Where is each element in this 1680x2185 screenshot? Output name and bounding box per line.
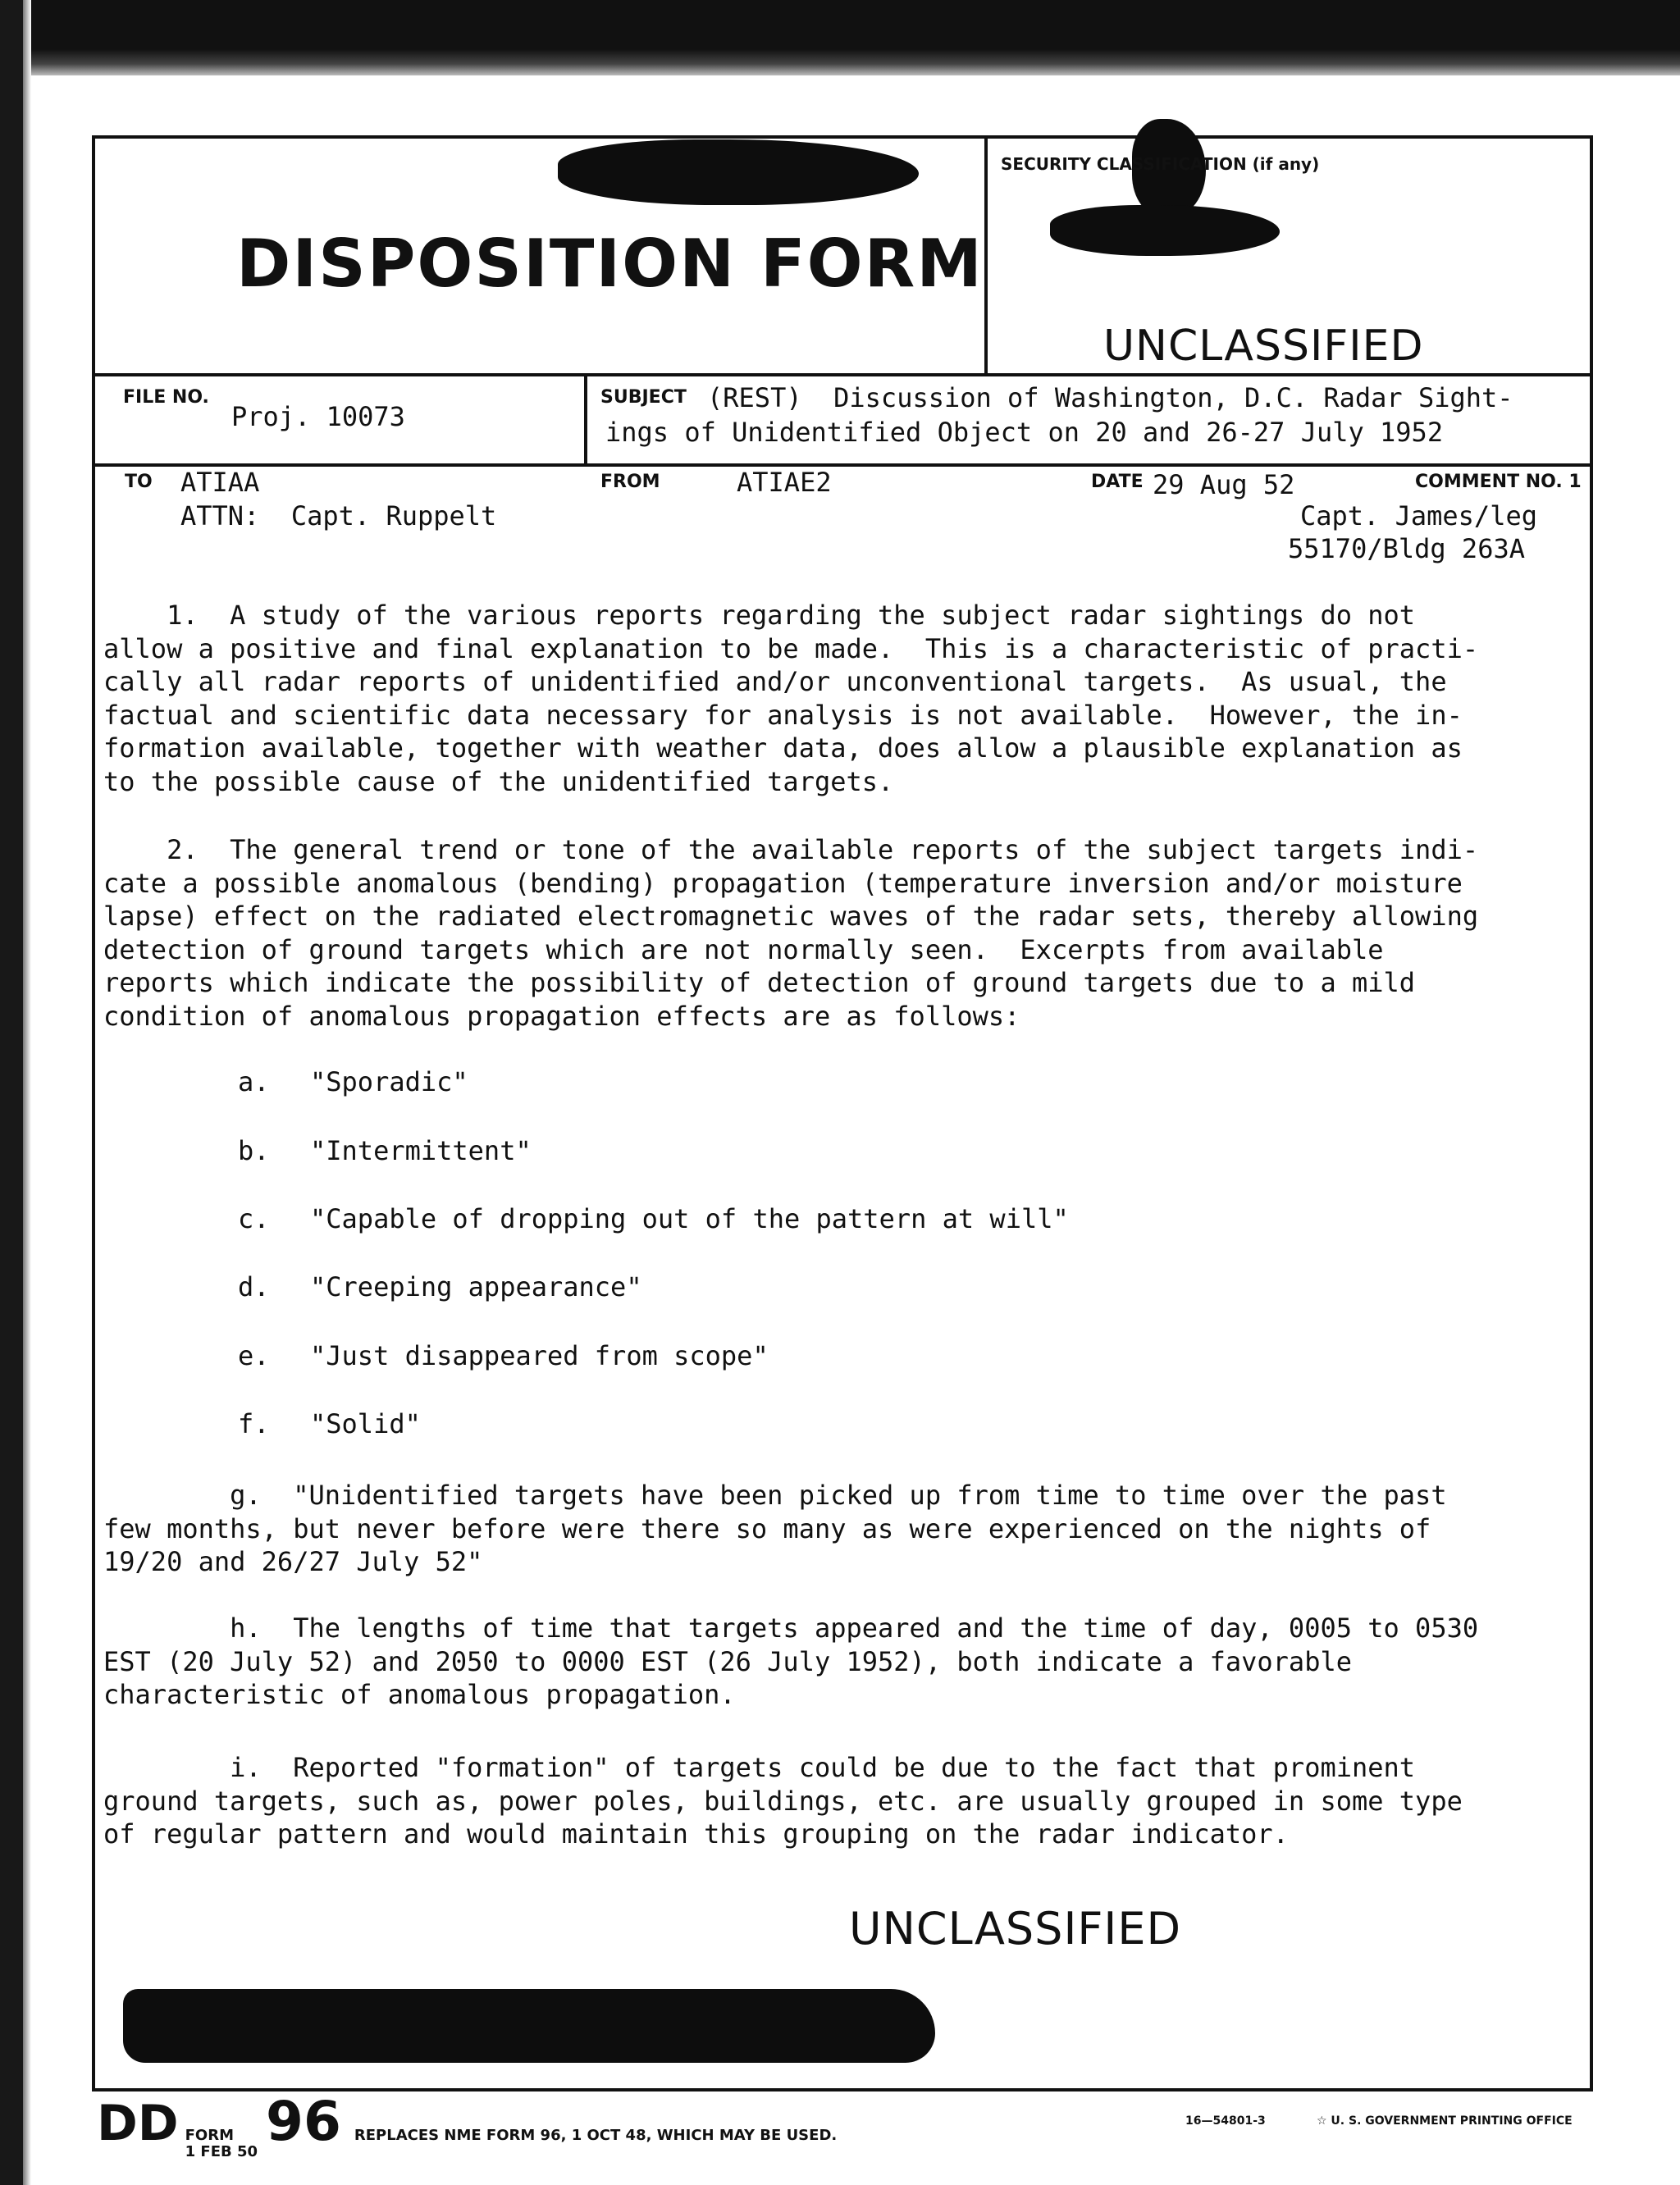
list-item-letter: d. <box>238 1271 270 1302</box>
form-date: 1 FEB 50 <box>185 2143 258 2160</box>
list-item-text: "Just disappeared from scope" <box>310 1340 769 1371</box>
to-value: ATIAA <box>180 467 260 498</box>
list-item-text: "Sporadic" <box>310 1066 468 1097</box>
list-item-letter: a. <box>238 1066 270 1097</box>
item-h: h. The lengths of time that targets appeared and the time of day, 0005 to 0530 EST (20 July 52) and 2050 to 0000 EST (26 July 1952), both indicate a favorable characteristic of anomalous propagation. <box>103 1613 1479 1710</box>
date-value: 29 Aug 52 <box>1153 469 1295 500</box>
classification-bottom: UNCLASSIFIED <box>849 1903 1182 1955</box>
redaction-mark <box>1050 205 1280 256</box>
header-bottom-rule <box>92 373 1593 376</box>
subject-line-2: ings of Unidentified Object on 20 and 26-27 July 1952 <box>605 417 1444 448</box>
redaction-mark <box>123 1989 935 2063</box>
form-word: FORM <box>185 2127 234 2144</box>
list-item <box>238 1066 468 1097</box>
form-title: DISPOSITION FORM <box>236 226 984 302</box>
list-item <box>238 1271 642 1302</box>
replaces-note: REPLACES NME FORM 96, 1 OCT 48, WHICH MAY BE USED. <box>354 2127 838 2144</box>
date-label: DATE <box>1091 472 1144 492</box>
list-item-letter: b. <box>238 1135 270 1166</box>
header-divider <box>984 135 988 373</box>
security-classification-label: SECURITY CLASSIFICATION (if any) <box>1001 154 1320 174</box>
paragraph-2: 2. The general trend or tone of the available reports of the subject targets indi- cate a possible anomalous (bending) propagation (temperature inversion and/or moisture lapse) effect on the radiated electromagnetic waves of the radar sets, thereby allowing detection of ground targets which are not normally seen. Excerpts from available reports which indicate the possibility of detection of ground targets due to a mild condition of anomalous propagation effects are as follows: <box>103 834 1479 1032</box>
subject-bottom-rule <box>92 463 1593 467</box>
list-item <box>238 1203 1069 1234</box>
scan-left-edge <box>0 0 23 2185</box>
to-label: TO <box>125 472 153 492</box>
dd-mark: DD <box>97 2095 179 2152</box>
subject-line-1: (REST) Discussion of Washington, D.C. Radar Sight- <box>707 382 1513 413</box>
from-label: FROM <box>600 472 660 492</box>
redaction-mark <box>558 139 919 205</box>
list-item-text: "Capable of dropping out of the pattern at will" <box>310 1203 1069 1234</box>
list-item-letter: f. <box>238 1408 270 1439</box>
attn-value: ATTN: Capt. Ruppelt <box>180 500 497 531</box>
from-value: ATIAE2 <box>737 467 832 498</box>
list-item-text: "Intermittent" <box>310 1135 532 1166</box>
signer-line-2: 55170/Bldg 263A <box>1288 533 1525 564</box>
list-item-text: "Creeping appearance" <box>310 1271 642 1302</box>
comment-no-label: COMMENT NO. 1 <box>1415 472 1582 492</box>
list-item-letter: e. <box>238 1340 270 1371</box>
list-item <box>238 1135 532 1166</box>
file-no-label: FILE NO. <box>123 387 209 408</box>
item-i: i. Reported "formation" of targets could be due to the fact that prominent ground targets, such as, power poles, buildings, etc. are usually grouped in some type of regular pattern and would maintain this grouping on the radar indicator. <box>103 1752 1463 1850</box>
list-item <box>238 1408 421 1439</box>
scan-top-edge <box>0 0 1680 75</box>
list-item <box>238 1340 769 1371</box>
paragraph-1: 1. A study of the various reports regarding the subject radar sightings do not allow a positive and final explanation to be made. This is a characteristic of practi- cally all radar reports of unidentified and/or unconventional targets. As usual, the factual and scientific data necessary for analysis is not available. However, the in- formation available, together with weather data, does allow a plausible explanation as to the possible cause of the unidentified targets. <box>103 600 1479 797</box>
list-item-text: "Solid" <box>310 1408 421 1439</box>
form-footer <box>97 2090 837 2160</box>
print-code: 16—54801-3 <box>1185 2114 1266 2128</box>
list-item-letter: c. <box>238 1203 270 1234</box>
scan-left-shadow <box>23 0 31 2185</box>
signer-line-1: Capt. James/leg <box>1300 500 1537 531</box>
subject-label: SUBJECT <box>600 387 687 408</box>
form-date-block <box>185 2128 258 2160</box>
fileno-divider <box>584 373 587 465</box>
classification-top: UNCLASSIFIED <box>1103 322 1424 371</box>
form-number: 96 <box>266 2090 341 2153</box>
file-no-value: Proj. 10073 <box>231 401 405 432</box>
gpo-imprint: ☆ U. S. GOVERNMENT PRINTING OFFICE <box>1317 2114 1573 2128</box>
item-g: g. "Unidentified targets have been picked up from time to time over the past few months, but never before were there so many as were experienced on the nights of 19/20 and 26/27 July 52" <box>103 1480 1447 1577</box>
